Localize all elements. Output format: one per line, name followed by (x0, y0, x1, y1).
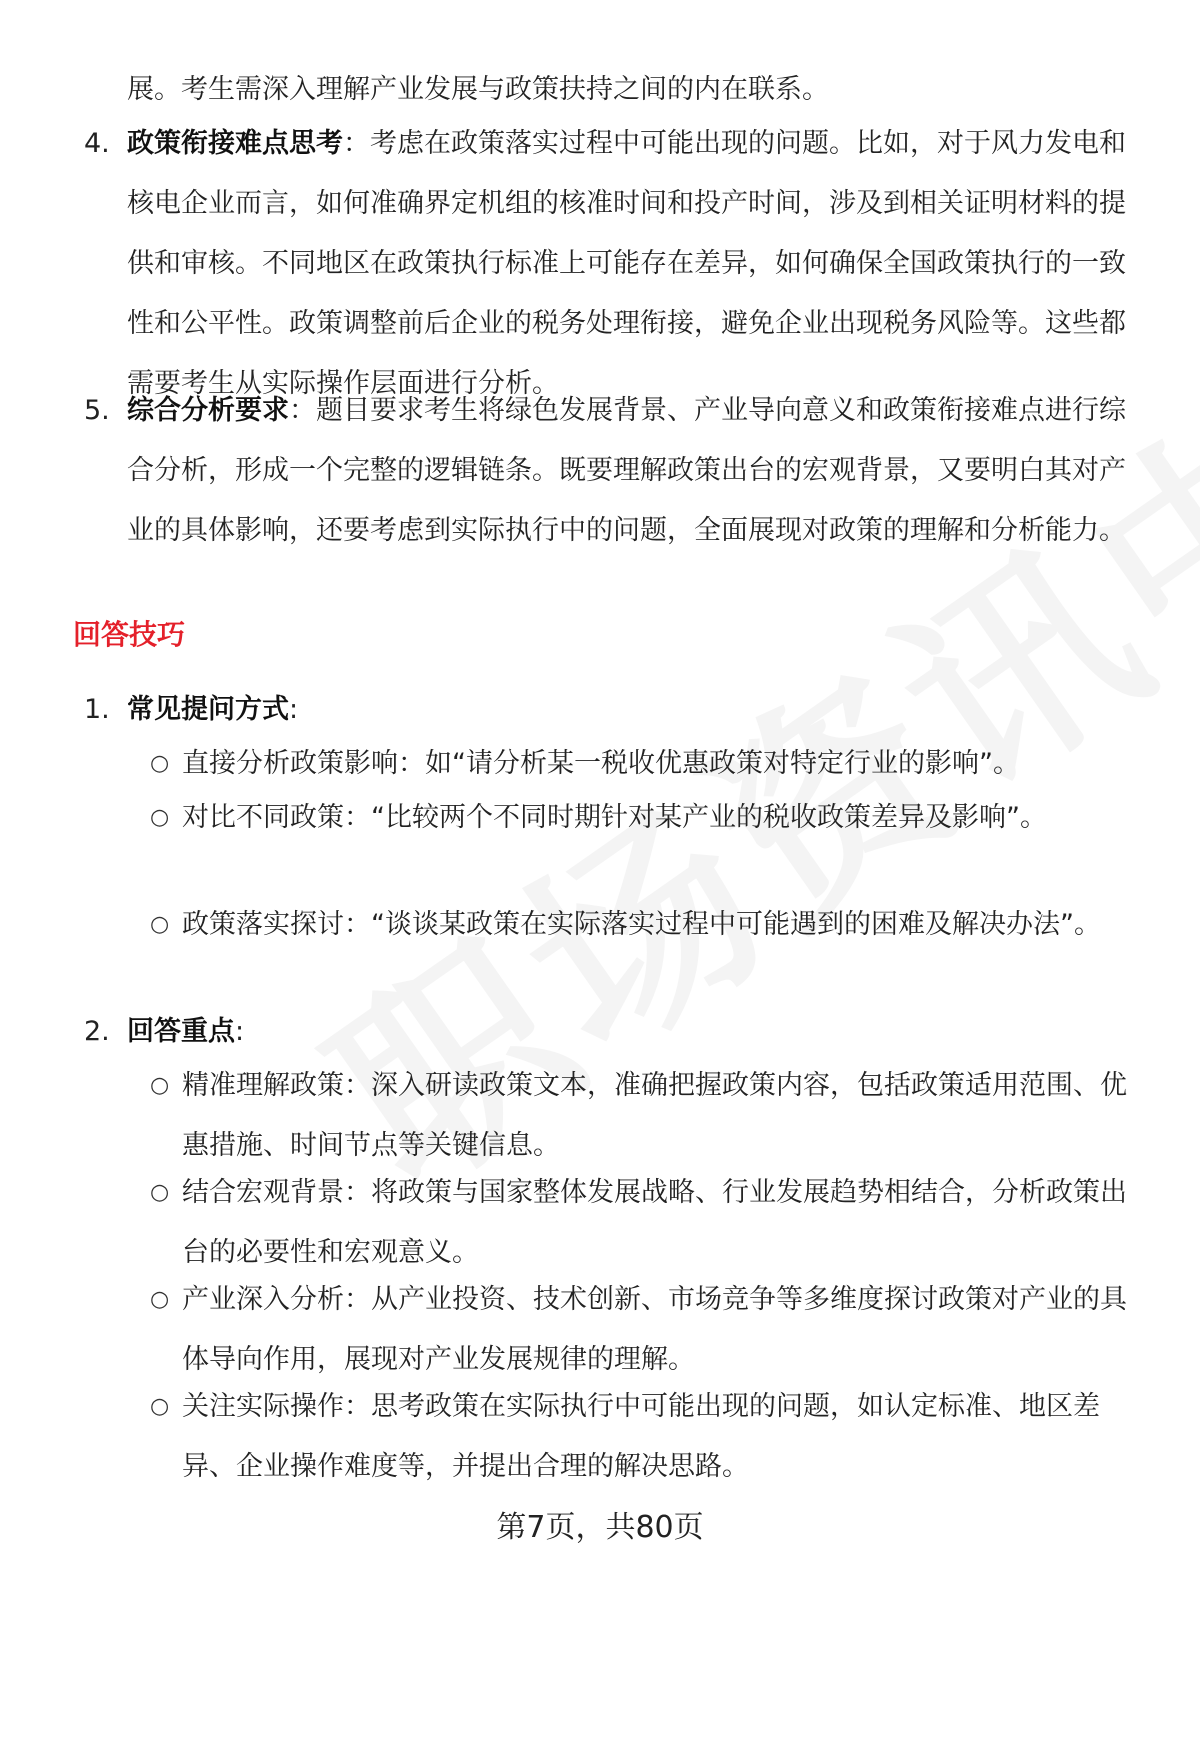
bullet-icon: ○ (150, 1180, 170, 1205)
list-item-4-text: ：考虑在政策落实过程中可能出现的问题。比如，对于风力发电和核电企业而言，如何准确界定机组的核准时间和投产时间，涉及到相关证明材料的提供和审核。不同地区在政策执行标准上可能存在差异，如何确保全国政策执行的一致性和公平性。政策调整前后企业的税务处理衔接，避免企业出现税务风险等。这些都需要考生从实际操作层面进行分析。 (127, 128, 1126, 399)
tip-number-2: 2. (84, 1016, 110, 1047)
tip-2-sub-3: 产业深入分析：从产业投资、技术创新、市场竞争等多维度探讨政策对产业的具体导向作用，展现对产业发展规律的理解。 (182, 1284, 1127, 1375)
tip-2-colon: : (235, 1016, 245, 1047)
tip-2-sub-2: 结合宏观背景：将政策与国家整体发展战略、行业发展趋势相结合，分析政策出台的必要性和宏观意义。 (182, 1177, 1127, 1268)
tip-2-sub-1: 精准理解政策：深入研读政策文本，准确把握政策内容，包括政策适用范围、优惠措施、时间节点等关键信息。 (182, 1070, 1127, 1161)
list-item-4 (127, 114, 1142, 414)
paragraph-continuation: 展。考生需深入理解产业发展与政策扶持之间的内在联系。 (127, 74, 829, 105)
page-footer: 第7页，共80页 (496, 1510, 704, 1545)
tip-2-sub-4: 关注实际操作：思考政策在实际执行中可能出现的问题，如认定标准、地区差异、企业操作难度等，并提出合理的解决思路。 (182, 1391, 1100, 1482)
list-item-4-title: 政策衔接难点思考 (127, 128, 343, 159)
bullet-icon: ○ (150, 912, 170, 937)
tip-1-sub-2: 对比不同政策：“比较两个不同时期针对某产业的税收政策差异及影响”。 (182, 802, 1047, 833)
tip-1-sub-3: 政策落实探讨：“谈谈某政策在实际落实过程中可能遇到的困难及解决办法”。 (182, 909, 1101, 940)
list-item-5 (127, 381, 1142, 561)
bullet-icon: ○ (150, 1287, 170, 1312)
tip-1-colon: : (289, 694, 299, 725)
bullet-icon: ○ (150, 1073, 170, 1098)
section-heading: 回答技巧 (73, 618, 186, 651)
list-number-5: 5. (84, 395, 110, 426)
tip-2-title: 回答重点 (127, 1016, 235, 1047)
list-item-5-text: ：题目要求考生将绿色发展背景、产业导向意义和政策衔接难点进行综合分析，形成一个完整的逻辑链条。既要理解政策出台的宏观背景，又要明白其对产业的具体影响，还要考虑到实际执行中的问题，全面展现对政策的理解和分析能力。 (127, 395, 1126, 546)
tip-2-heading (127, 1002, 1142, 1062)
tip-1-heading (127, 680, 1142, 740)
tip-number-1: 1. (84, 694, 110, 725)
list-number-4: 4. (84, 128, 110, 159)
bullet-icon: ○ (150, 1394, 170, 1419)
tip-1-title: 常见提问方式 (127, 694, 289, 725)
bullet-icon: ○ (150, 751, 170, 776)
bullet-icon: ○ (150, 805, 170, 830)
list-item-5-title: 综合分析要求 (127, 395, 289, 426)
tip-1-sub-1: 直接分析政策影响：如“请分析某一税收优惠政策对特定行业的影响”。 (182, 748, 1020, 779)
